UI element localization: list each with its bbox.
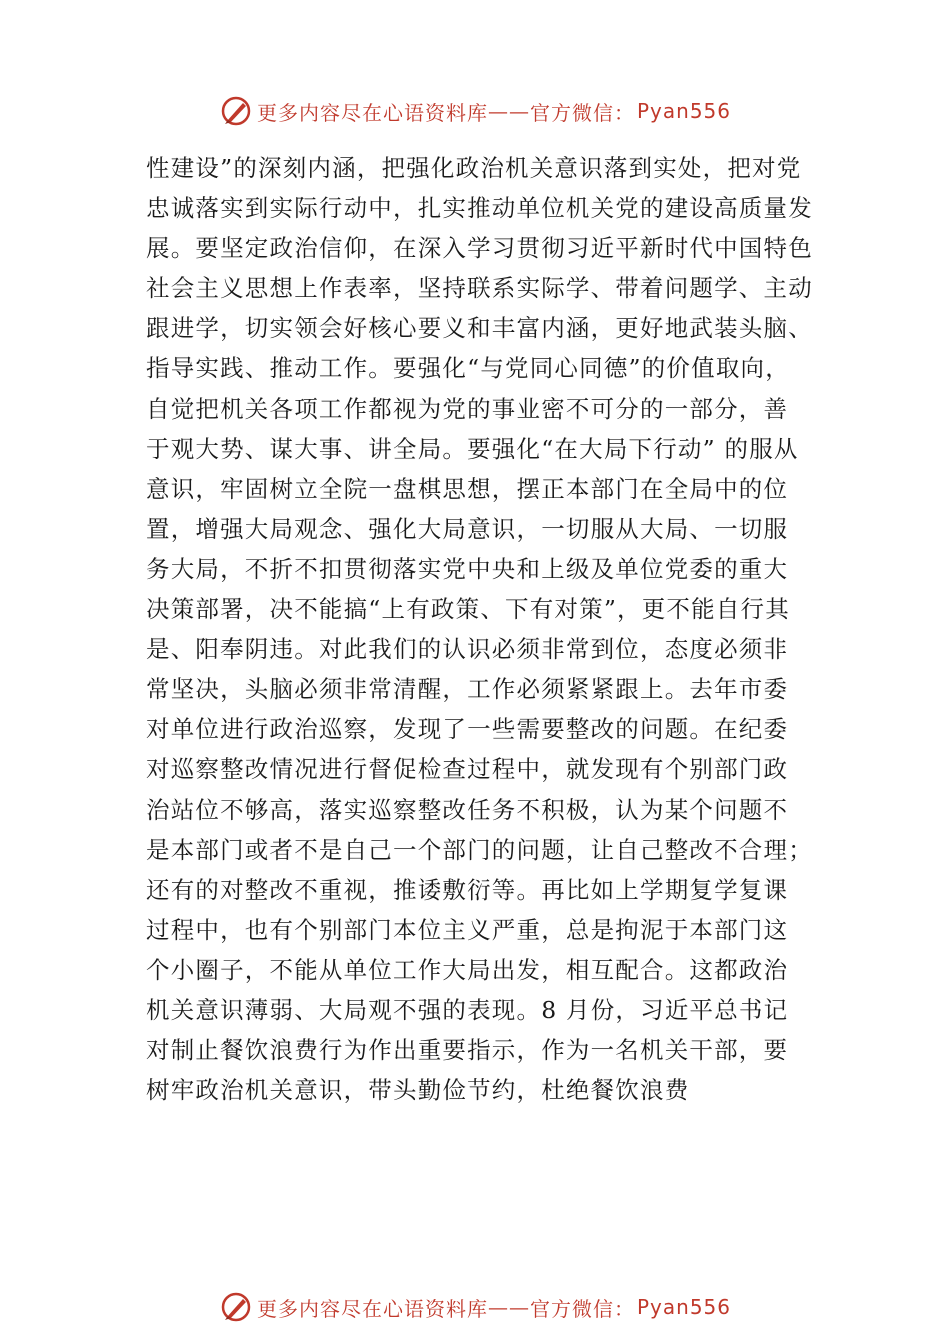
- text-line: 务大局，不折不扣贯彻落实党中央和上级及单位党委的重大: [146, 554, 789, 583]
- text-line: 忠诚落实到实际行动中，扎实推动单位机关党的建设高质量发: [146, 194, 813, 223]
- watermark-site: 更多内容尽在心语资料库: [256, 1296, 488, 1321]
- text-line: 性建设”的深刻内涵，把强化政治机关意识落到实处，把对党: [146, 154, 802, 182]
- watermark-separator: ——: [487, 99, 530, 123]
- watermark-separator: ——: [487, 1295, 530, 1319]
- text-line: 置，增强大局观念、强化大局意识，一切服从大局、一切服: [146, 514, 789, 543]
- text-line: 跟进学，切实领会好核心要义和丰富内涵，更好地武装头脑、: [146, 314, 813, 343]
- text-line: 个小圈子，不能从单位工作大局出发，相互配合。这都政治: [146, 955, 789, 984]
- text-line: 决策部署，决不能搞“上有政策、下有对策”，更不能自行其: [146, 595, 790, 624]
- pen-logo-icon: [219, 1290, 253, 1324]
- text-line: 展。要坚定政治信仰，在深入学习贯彻习近平新时代中国特色: [146, 234, 813, 263]
- text-line: 自觉把机关各项工作都视为党的事业密不可分的一部分，善: [146, 394, 789, 423]
- watermark-wechat-id: Pyan556: [636, 1295, 731, 1319]
- footer-watermark: [0, 1290, 950, 1324]
- text-line: 是本部门或者不是自己一个部门的问题，让自己整改不合理；: [146, 835, 813, 864]
- watermark-site: 更多内容尽在心语资料库: [256, 100, 488, 125]
- pen-logo-icon: [219, 94, 253, 128]
- watermark-wechat-id: Pyan556: [636, 99, 731, 123]
- text-line: 机关意识薄弱、大局观不强的表现。8 月份，习近平总书记: [146, 995, 789, 1024]
- text-line: 于观大势、谋大事、讲全局。要强化“在大局下行动” 的服从: [146, 434, 799, 463]
- text-line: 指导实践、推动工作。要强化“与党同心同德”的价值取向，: [146, 354, 790, 383]
- text-line: 还有的对整改不重视，推诿敷衍等。再比如上学期复学复课: [146, 875, 789, 904]
- text-line: 意识，牢固树立全院一盘棋思想，摆正本部门在全局中的位: [146, 474, 789, 503]
- header-watermark: [0, 94, 950, 128]
- text-line: 对巡察整改情况进行督促检查过程中，就发现有个别部门政: [146, 755, 789, 784]
- text-line: 是、阳奉阴违。对此我们的认识必须非常到位，态度必须非: [146, 635, 789, 664]
- text-line: 过程中，也有个别部门本位主义严重，总是拘泥于本部门这: [146, 915, 789, 944]
- watermark-wechat-label: 官方微信：: [529, 100, 635, 125]
- text-line: 树牢政治机关意识，带头勤俭节约，杜绝餐饮浪费: [146, 1076, 690, 1105]
- watermark-wechat-label: 官方微信：: [529, 1296, 635, 1321]
- text-line: 治站位不够高，落实巡察整改任务不积极，认为某个问题不: [146, 795, 789, 824]
- text-line: 常坚决，头脑必须非常清醒，工作必须紧紧跟上。去年市委: [146, 675, 789, 704]
- text-line: 对制止餐饮浪费行为作出重要指示，作为一名机关干部，要: [146, 1036, 789, 1065]
- text-line: 社会主义思想上作表率，坚持联系实际学、带着问题学、主动: [146, 274, 813, 303]
- document-body: [146, 148, 826, 1110]
- text-line: 对单位进行政治巡察，发现了一些需要整改的问题。在纪委: [146, 715, 789, 744]
